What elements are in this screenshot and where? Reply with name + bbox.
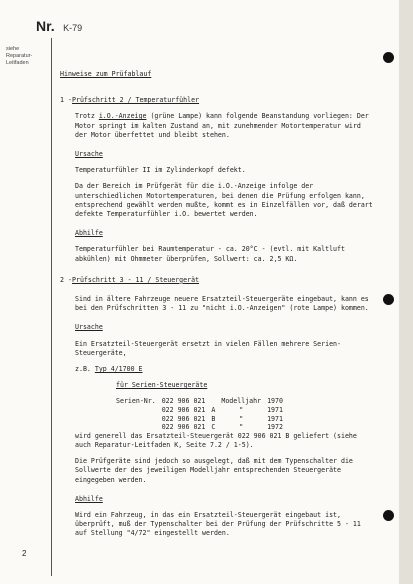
table-cell-col1 [116, 415, 162, 424]
section-1-content [75, 112, 375, 263]
section-1-intro [75, 112, 375, 140]
table-cell-col2: 022 906 021 [161, 414, 206, 423]
table-cell-col5: 1971 [267, 414, 283, 423]
page-edge-shadow [399, 0, 413, 584]
intro-text-rest: (grüne Lampe) kann folgende Beanstandung vorliegen: Der Motor springt im kalten Zustand an, mit zunehmender Motortemperatur wird der Motor überfettet und bleibt stehen. [75, 112, 369, 139]
nr-value: K-79 [63, 23, 83, 33]
nr-label: Nr. [36, 18, 55, 34]
section-2-heading [60, 276, 375, 285]
table-cell-col2: 022 906 021 [161, 423, 206, 432]
intro-text: Trotz [75, 112, 99, 121]
example-type: Typ 4/1700 E [94, 365, 143, 374]
section-2-title: Prüfschritt 3 - 11 / Steuergerät [72, 275, 200, 284]
table-cell-col1 [116, 423, 162, 432]
table-row [116, 415, 289, 424]
document-body [60, 70, 375, 539]
punch-hole-icon [383, 294, 394, 305]
section-1-title: Prüfschritt 2 / Temperaturfühler [72, 96, 200, 105]
section-1-number: 1 - [60, 96, 72, 105]
ursache-text-1: Temperaturfühler II im Zylinderkopf defekt. [75, 166, 246, 175]
table-cell-col2: 022 906 021 [161, 406, 206, 415]
table-cell-col4: " [239, 423, 244, 432]
section-2-intro: Sind in ältere Fahrzeuge neuere Ersatzteil-Steuergeräte eingebaut, kann es bei den Prüfschritten 3 - 11 zu "nicht i.O.-Anzeigen" (rote Lampe) kommen. [75, 295, 369, 313]
table-cell-col3: B [211, 414, 216, 423]
table-row [116, 423, 289, 432]
abhilfe-label: Abhilfe [75, 229, 103, 238]
punch-hole-icon [383, 52, 394, 63]
table-cell-col3: A [211, 406, 216, 415]
ursache-label: Ursache [75, 323, 103, 332]
section-2 [60, 276, 375, 539]
abhilfe-text: Wird ein Fahrzeug, in das ein Ersatzteil-Steuergerät eingebaut ist, überprüft, muß der Typenschalter bei der Prüfung der Prüfschritte 5 - 11 auf Stellung "4/72" eingestellt werden. [75, 511, 361, 538]
table-cell-col5: 1970 [267, 397, 283, 406]
margin-note: siehe Reparatur-Leitfaden [6, 46, 33, 66]
table-row [116, 406, 289, 415]
table-cell-col3: C [211, 423, 216, 432]
section-2-content [75, 295, 375, 539]
table-cell-col4: Modelljahr [221, 397, 262, 406]
serien-label: für Serien-Steuergeräte [116, 381, 208, 390]
abhilfe-label: Abhilfe [75, 494, 103, 503]
table-cell-col5: 1972 [267, 423, 283, 432]
table-cell-col1: Serien-Nr. [116, 397, 156, 406]
table-cell-col3 [211, 397, 221, 406]
example-prefix: z.B. [75, 365, 95, 374]
margin-rule [51, 38, 52, 576]
ursache-text-2: Da der Bereich im Prüfgerät für die i.O.-Anzeige infolge der unterschiedlichen Motortemperaturen, bei denen die Prüfung erfolgen kann, entsprechend gewählt werden mußte, kommt es in Einzelfällen vor, daß derart defekte Temperaturfühler i.O. bewertet werden. [75, 182, 373, 219]
table-cell-col2: 022 906 021 [161, 397, 206, 406]
section-1 [60, 96, 375, 264]
document-title: Hinweise zum Prüfablauf [60, 70, 152, 78]
pruefgeraete-text: Die Prüfgeräte sind jedoch so ausgelegt, daß mit dem Typenschalter die Sollwerte der des jeweiligen Modelljahr entsprechenden Steuergeräte eingegeben werden. [75, 457, 353, 484]
section-1-heading [60, 96, 375, 105]
section-2-number: 2 - [60, 275, 72, 284]
table-cell-col4: " [239, 406, 244, 415]
table-cell-col1 [116, 406, 162, 415]
table-cell-col5: 1971 [267, 406, 283, 415]
table-row [116, 397, 289, 406]
ursache-label: Ursache [75, 150, 103, 159]
table-cell-col4: " [239, 414, 244, 423]
abhilfe-text: Temperaturfühler bei Raumtemperatur - ca. 20°C - (evtl. mit Kaltluft abkühlen) mit Ohmmeter überprüfen, Sollwert: ca. 2,5 KΩ. [75, 245, 345, 263]
punch-hole-icon [383, 510, 394, 521]
page-header [36, 18, 82, 36]
example-line [75, 365, 375, 374]
ursache-text: Ein Ersatzteil-Steuergerät ersetzt in vielen Fällen mehrere Serien-Steuergeräte, [75, 339, 341, 357]
page-number: 2 [22, 549, 27, 558]
serien-block [116, 381, 375, 432]
intro-highlight: i.O.-Anzeige [98, 112, 147, 121]
after-table-text: wird generell das Ersatzteil-Steuergerät 022 906 021 B geliefert (siehe auch Reparatur-Leitfaden K, Seite 7.2 / 1-5). [75, 431, 357, 450]
serien-table [116, 397, 289, 431]
